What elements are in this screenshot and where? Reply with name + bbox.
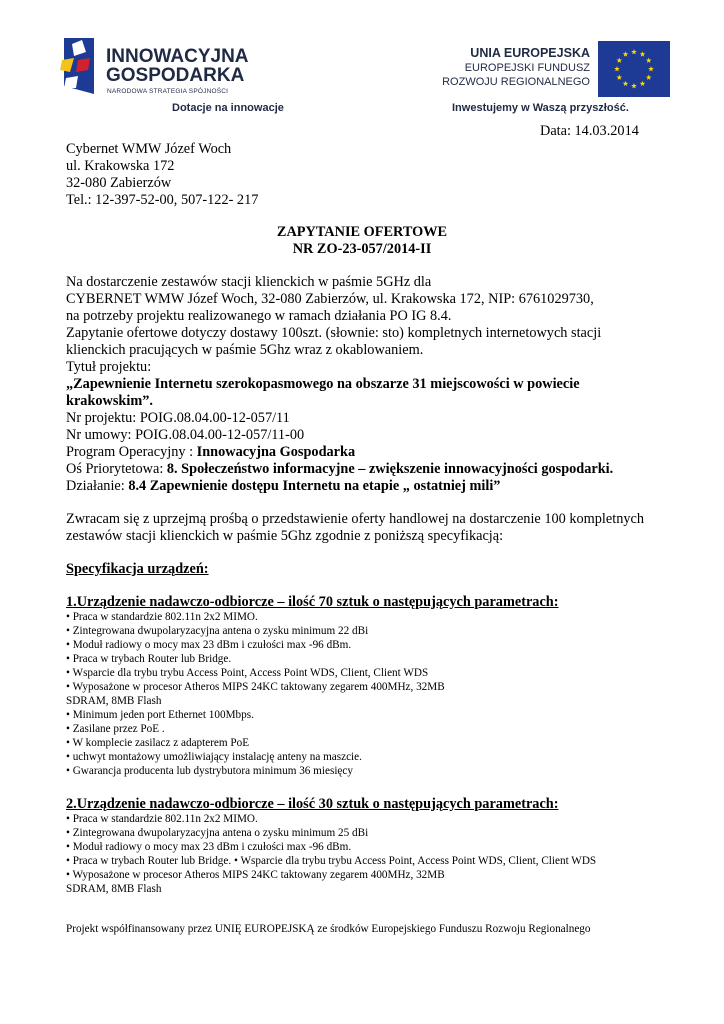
eu-line1: UNIA EUROPEJSKA: [470, 46, 590, 60]
project-number: Nr projektu: POIG.08.04.00-12-057/11: [66, 410, 290, 426]
intro-line: Zapytanie ofertowe dotyczy dostawy 100szt. (słownie: sto) kompletnych internetowych stacji: [66, 325, 602, 341]
request-line: Zwracam się z uprzejmą prośbą o przedstawienie oferty handlowej na dostarczenie 100 kompletnych: [66, 511, 645, 527]
program-value: Innowacyjna Gospodarka: [196, 444, 356, 460]
sender-street: ul. Krakowska 172: [66, 158, 175, 174]
device1-item: • uchwyt montażowy umożliwiający instalację anteny na maszcie.: [66, 751, 362, 763]
device2-item: • Zintegrowana dwupolaryzacyjna antena o zysku minimum 25 dBi: [66, 827, 369, 839]
spec-heading: Specyfikacja urządzeń:: [66, 561, 209, 577]
document-date: Data: 14.03.2014: [540, 123, 639, 139]
action-label: Działanie:: [66, 478, 129, 494]
ig-emblem-icon: [60, 36, 100, 98]
project-title-line2: krakowskim”.: [66, 393, 153, 409]
eu-line3: ROZWOJU REGIONALNEGO: [442, 76, 590, 88]
action-line: [66, 478, 500, 495]
document-title: ZAPYTANIE OFERTOWE: [276, 224, 448, 240]
device1-item: • Wyposażone w procesor Atheros MIPS 24KC taktowany zegarem 400MHz, 32MB: [66, 681, 445, 693]
ig-logo: [60, 36, 290, 102]
device2-item: • Praca w standardzie 802.11n 2x2 MIMO.: [66, 813, 258, 825]
axis-line: [66, 461, 613, 478]
device1-item: • Minimum jeden port Ethernet 100Mbps.: [66, 709, 254, 721]
device1-heading: 1.Urządzenie nadawczo-odbiorcze – ilość 70 sztuk o następujących parametrach:: [66, 594, 559, 610]
document-number: NR ZO-23-057/2014-II: [292, 241, 432, 257]
project-title-label: Tytuł projektu:: [66, 359, 152, 375]
sender-phone: Tel.: 12-397-52-00, 507-122- 217: [66, 192, 259, 208]
eu-line2: EUROPEJSKI FUNDUSZ: [464, 62, 590, 74]
intro-line: Na dostarczenie zestawów stacji klienckich w paśmie 5GHz dla: [66, 274, 432, 290]
ig-logo-line1: INNOWACYJNA: [106, 46, 249, 67]
axis-label: Oś Priorytetowa:: [66, 461, 167, 477]
device2-item: • Wyposażone w procesor Atheros MIPS 24KC taktowany zegarem 400MHz, 32MB: [66, 869, 445, 881]
ig-logo-line2: GOSPODARKA: [106, 65, 245, 86]
request-line: zestawów stacji klienckich w paśmie 5Ghz zgodnie z poniższą specyfikacją:: [66, 528, 504, 544]
sender-name: Cybernet WMW Józef Woch: [66, 141, 232, 157]
device1-item: • Zasilane przez PoE .: [66, 723, 165, 735]
device1-item: • W komplecie zasilacz z adapterem PoE: [66, 737, 250, 749]
action-value: 8.4 Zapewnienie dostępu Internetu na etapie „ ostatniej mili”: [128, 478, 501, 494]
device1-item: SDRAM, 8MB Flash: [66, 695, 162, 707]
device2-item: • Moduł radiowy o mocy max 23 dBm i czułości max -96 dBm.: [66, 841, 352, 853]
ig-logo-subtitle: NARODOWA STRATEGIA SPÓJNOŚCI: [107, 88, 229, 95]
device1-item: • Wsparcie dla trybu trybu Access Point, Access Point WDS, Client, Client WDS: [66, 667, 429, 679]
device2-heading: 2.Urządzenie nadawczo-odbiorcze – ilość 30 sztuk o następujących parametrach:: [66, 796, 559, 812]
device1-item: • Praca w standardzie 802.11n 2x2 MIMO.: [66, 611, 258, 623]
program-line: [66, 444, 355, 461]
left-tagline: Dotacje na innowacje: [172, 102, 284, 114]
device1-item: • Moduł radiowy o mocy max 23 dBm i czułości max -96 dBm.: [66, 639, 352, 651]
program-label: Program Operacyjny :: [66, 444, 197, 460]
device1-item: • Praca w trybach Router lub Bridge.: [66, 653, 232, 665]
sender-city: 32-080 Zabierzów: [66, 175, 172, 191]
footer-note: Projekt współfinansowany przez UNIĘ EUROPEJSKĄ ze środków Europejskiego Funduszu Rozwoju Regionalnego: [66, 923, 591, 935]
device2-item: SDRAM, 8MB Flash: [66, 883, 162, 895]
axis-value: 8. Społeczeństwo informacyjne – zwiększenie innowacyjności gospodarki.: [166, 461, 614, 477]
device1-item: • Zintegrowana dwupolaryzacyjna antena o zysku minimum 22 dBi: [66, 625, 369, 637]
project-title-line1: „Zapewnienie Internetu szerokopasmowego na obszarze 31 miejscowości w powiecie: [66, 376, 580, 392]
intro-line: klienckich pracujących w paśmie 5Ghz wraz z okablowaniem.: [66, 342, 424, 358]
intro-line: na potrzeby projektu realizowanego w ramach działania PO IG 8.4.: [66, 308, 452, 324]
device1-item: • Gwarancja producenta lub dystrybutora minimum 36 miesięcy: [66, 765, 353, 777]
eu-logo-text: [440, 46, 590, 89]
contract-number: Nr umowy: POIG.08.04.00-12-057/11-00: [66, 427, 305, 443]
intro-line: CYBERNET WMW Józef Woch, 32-080 Zabierzów, ul. Krakowska 172, NIP: 6761029730,: [66, 291, 594, 307]
device2-item: • Praca w trybach Router lub Bridge. • Wsparcie dla trybu trybu Access Point, Access Point WDS, Client, Client WDS: [66, 855, 597, 867]
eu-flag-icon: [598, 41, 670, 97]
right-tagline: Inwestujemy w Waszą przyszłość.: [452, 102, 629, 114]
